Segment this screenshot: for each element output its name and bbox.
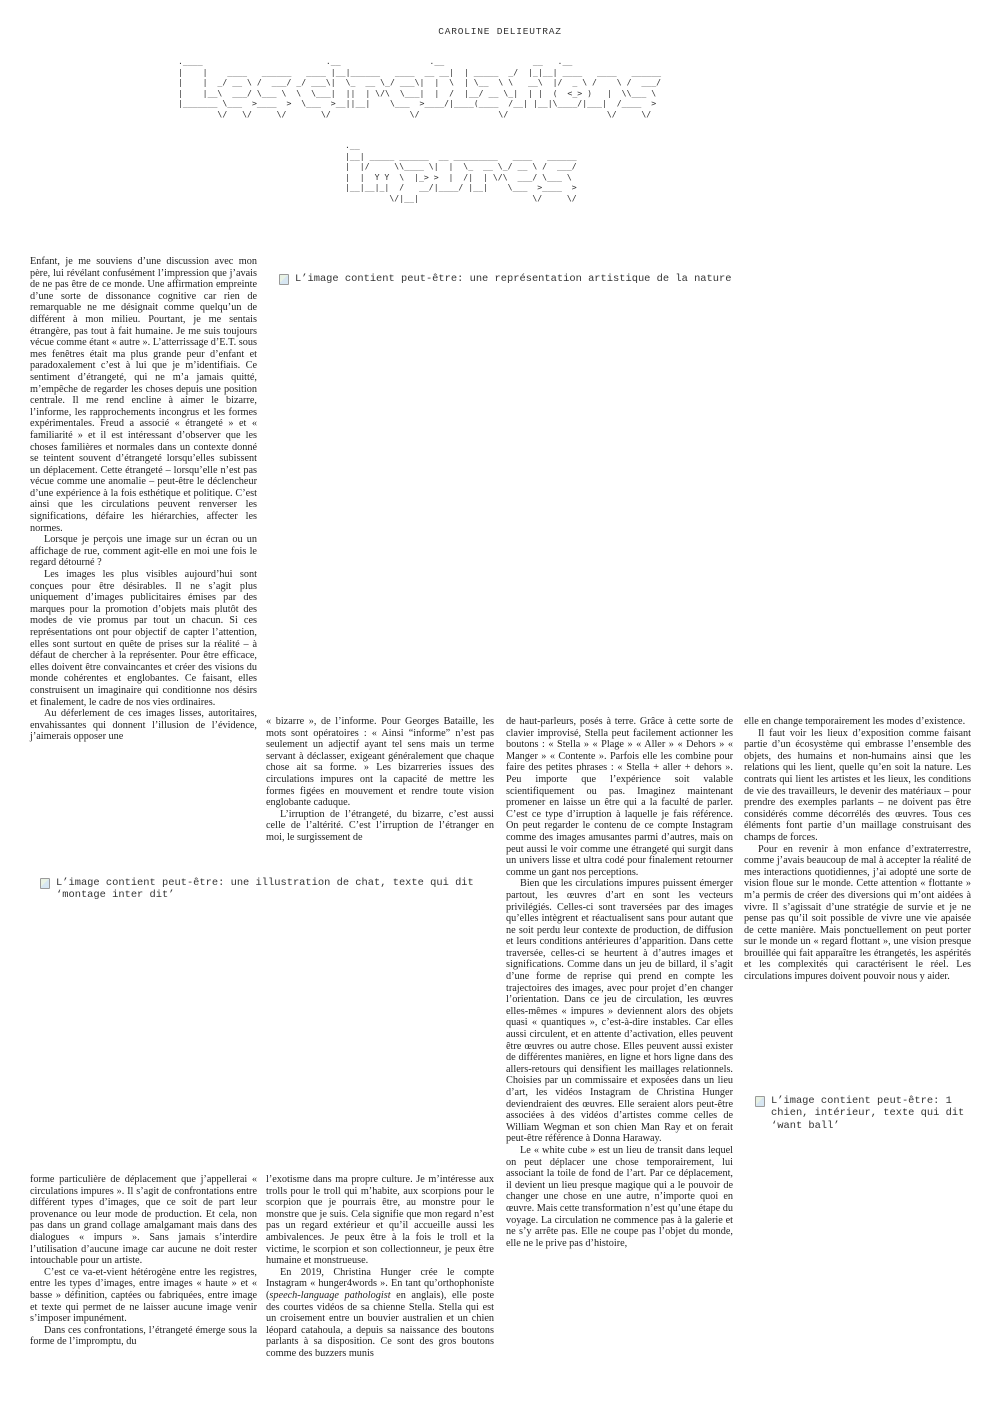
paragraph: « bizarre », de l’informe. Pour Georges Bataille, les mots sont opératoires : « Ainsi “informe” n’est pas seulement un adjectif ayant tel sens mais un terme servant à déclasser, exigeant généralement que chaque chose ait sa forme. » Les bizarreries issues des circulations impures ont la capacité de mettre les formes figées en mouvement et rendre toute vision englobante caduque. [266,716,494,809]
broken-image-icon [279,274,289,285]
paragraph: Dans ces confrontations, l’étrangeté émerge sous la forme de l’impromptu, du [30,1324,257,1348]
paragraph: Au déferlement de ces images lisses, autoritaires, envahissantes qui donnent l’illusion de l’évidence, j’aimerais opposer une [30,708,257,743]
paragraph: l’exotisme dans ma propre culture. Je m’intéresse aux trolls pour le troll qui m’habite, aux scorpions pour le scorpion que je pourrais être, au monstre pour le monstre que je suis. Cela signifie que mon regard n’est pas un regard extérieur et qu’il accueille aussi les ambivalences. Je peux être à la fois le troll et la victime, le scorpion et son collectionneur, je peux être humaine et monstrueuse. [266,1174,494,1267]
text-column-4 [744,716,971,983]
text-column-1 [30,256,257,743]
author-name: CAROLINE DELIEUTRAZ [438,26,562,37]
paragraph: forme particulière de déplacement que j’appellerai « circulations impures ». Il s’agit de confrontations entre différent types d’images, que ce soit de part leur provenance ou leur mode de production. Et cela, non pas dans un grand collage amalgamant mais dans des dialogues « impurs ». Sans jamais s’interdire l’utilisation d’aucune image car aucune ne doit rester intouchable pour un artiste. [30,1174,257,1267]
italic-term: speech-language pathologist [269,1289,391,1301]
paragraph [266,1267,494,1360]
paragraph: Le « white cube » est un lieu de transit dans lequel on peut déplacer une chose temporairement, lui associant la toile de fond de l’art. Par ce déplacement, il devient un lieu presque magique qui a le pouvoir de changer une chose en une autre, n’importe quoi en œuvre. Mais cette transformation n’est qu’une étape du voyage. La circulation ne commence pas à la galerie et ne s’y arrête pas. Elle ne coupe pas l’objet du monde, elle ne le prive pas d’histoire, [506,1144,733,1249]
text-column-2 [266,716,494,844]
text-column-5 [30,1174,257,1348]
paragraph: Bien que les circulations impures puissent émerger partout, les œuvres d’art en sont les vecteurs privilégiés. Celles-ci sont traversées par des images qu’elles intègrent et réactualisent sans pour autant que ne soit perdu leur contexte de production, de diffusion et leurs conditions antérieures d’apparition. Dans cette traversée, celles-ci se heurtent à d’autres images et significations. Comme dans un jeu de billard, il s’agit d’une forme de reprise qui prend en compte les trajectoires des images, avec pour projet d’en changer l’orientation. Dans ce jeu de circulation, les œuvres elles-mêmes « impures » deviennent alors des objets quasi « quantiques », c’est-à-dire instables. Car elles aussi circulent, et en attente d’activation, elles peuvent être œuvres ou autre chose. Elles peuvent aussi exister de différentes manières, en ligne et hors ligne dans des allers-retours qui densifient les maillages relationnels. Choisies par un commissaire et exposées dans un lieu d’art, les vidéos Instagram de Christina Hunger deviendraient des œuvres. Elle seraient alors peut-être associées à des vidéos d’artistes comme celles de William Wegman et son chien Man Ray et on ferait peut-être référence à Donna Haraway. [506,878,733,1145]
broken-image-icon [755,1096,765,1107]
paragraph: elle en change temporairement les modes d’existence. [744,716,966,727]
image-alt-text: L’image contient peut-être: une illustration de chat, texte qui dit ‘montage inter dit’ [56,877,474,902]
broken-image-icon [40,878,50,889]
text-segment: en anglais), elle poste des courtes vidéos de sa chienne Stella. Stella qui est un croisement entre un bouvier australien et un chien léopard catahoula, a depuis sa naissance des boutons parlants à sa disposition. Ce sont des gros boutons comme des buzzers munis [266,1289,494,1359]
paragraph: de haut-parleurs, posés à terre. Grâce à cette sorte de clavier improvisé, Stella peut facilement actionner les boutons : « Stella » « Plage » « Aller » « Dehors » « Manger » « Contente ». Parfois elle les combine pour faire des petites phrases : « Stella + aller + dehors ». Peu importe que l’expérience soit valable scientifiquement ou pas. Imaginez maintenant promener en laisse un être qui a la faculté de parler. C’est ce type d’irruption à laquelle je fais référence. On peut regarder le contenu de ce compte Instagram comme des images amusantes parmi d’autres, mais on peut aussi le voir comme une étrangeté qui surgit dans un univers lisse et ultra codé pour finalement retourner comme un gant nos perceptions. [506,716,733,878]
paragraph: Les images les plus visibles aujourd’hui sont conçues pour être désirables. Il ne s’agit plus uniquement d’images publicitaires émises par des marques pour la promotion d’objets mais plutôt des modes de vie promus par tout un chacun. Si ces représentations ont pour objectif de capter l’attention, elles sont surtout en quête de prises sur la réalité – à défaut de chercher à la représenter. Pour être efficace, elles doivent être convaincantes et créer des visions du monde cohérentes et englobantes. Ce faisant, elles construisent un imaginaire qui conditionne nos désirs et finalement, le cadre de nos vies ordinaires. [30,569,257,708]
title-ascii-art-line-2: .__ |__| _____ ______ __ _________ ____ ______ | |/ \\____ \| | \_ __ \_/ __ \ / ___/ | | Y Y \ |_> > | /| | \/\ ___/ \___ \ |__|__|_| / __/|____/ |__| \___ >____ > \/|__| \/ \/ [345,140,577,203]
text-column-3 [506,716,733,1249]
image-alt-text: L’image contient peut-être: une représentation artistique de la nature [295,273,732,285]
paragraph: Il faut voir les lieux d’exposition comme faisant partie d’un écosystème qui embrasse l’ensemble des objets, des humains et non-humains ainsi que les relations qui les lient, quelle qu’en soit la nature. Les contrats qui lient les artistes et les lieux, les conditions de vie des travailleurs, le devenir des matériaux – pour prendre des exemples parlants – ne doivent pas être considérés comme décorrélés des œuvres. Tous ces éléments font partie d’un maillage construisant des champs de forces. [744,727,971,843]
paragraph: Pour en revenir à mon enfance d’extraterrestre, comme j’avais beaucoup de mal à accepter la réalité de mes interactions quotidiennes, j’ai adopté une sorte de vision floue sur le monde. Cette attention « flottante » m’a permis de créer des diversions qui m’ont aidées à vivre. Il s’agissait d’une stratégie de survie et je ne pense pas qu’il soit possible de vivre une vie apaisée de cette manière. Mais ponctuellement on peut porter sur le monde un « regard flottant », une vision presque brouillée qui fait apparaître les étrangetés, les aspérités et les complexités qui caractérisent le réel. Les circulations impures doivent pouvoir nous y aider. [744,843,971,983]
text-column-6 [266,1174,494,1360]
title-ascii-art-line-1: .____ .__ .__ __ .__ | | ____ ______ ____ |__|______ ____ __ __| | _____ _/ |_|__| ____ ____ ______ | | _/ __ \ / ___/ _/ ___\| \_ __ \_/ ___\| | \ | \__ \ \ __\ |/ _ \ / \ / ___/ | |__\ ___/ \___ \ \ \___| || | \/\ \___| | / |__/ __ \_| | | ( <_> ) | \\___ \ |_______ \___ >____ > \___ >__||__| \___ >____/|____(____ /__| |__|\____/|___| /____ > \/ \/ \/ \/ \/ \/ \/ \/ [178,56,662,119]
text-segment: En 2019, Christina Hunger crée le compte Instagram « hunger4words ». En tant qu’orthophoniste ( [266,1266,494,1301]
paragraph: L’irruption de l’étrangeté, du bizarre, c’est aussi celle de l’altérité. C’est l’irruption de l’étranger en moi, le surgissement de [266,808,494,843]
image-placeholder-nature [279,273,759,285]
image-placeholder-cat [40,877,490,902]
image-placeholder-dog [755,1095,970,1132]
image-alt-text: L’image contient peut-être: 1 chien, intérieur, texte qui dit ‘want ball’ [771,1095,965,1132]
paragraph: Enfant, je me souviens d’une discussion avec mon père, lui révélant confusément l’impression que j’avais de ne pas être de ce monde. Une affirmation empreinte d’une sorte de dissonance cognitive car rien de remarquable ne me désignait comme quelqu’un de différent à mon milieu. Pourtant, je me sentais étrangère, pas tout à fait humaine. Je me suis toujours vécue comme étant « autre ». L’atterrissage d’E.T. sous mes fenêtres était ma plus grande peur d’enfant et paradoxalement c’est à lui que je m’identifiais. Ce sentiment d’étrangeté, qui ne m’a jamais quitté, m’empêche de regarder les choses depuis une position centrale. Il me rend encline à aimer le bizarre, l’informe, les rapprochements incongrus et les formes expérimentales. Freud a associé « étrangeté » et « familiarité » et il est intéressant d’observer que les choses familières et normales dans un contexte donné se teintent souvent d’étrangeté lorsqu’elles subissent un déplacement. Cette étrangeté – lorsqu’elle n’est pas vécue comme une anomalie – peut-être le déclencheur d’une expérience à la fois esthétique et politique. C’est ainsi que les circulations peuvent renverser les significations, défaire les hiérarchies, affecter les normes. [30,256,257,534]
paragraph: C’est ce va-et-vient hétérogène entre les registres, entre les types d’images, entre images « haute » et « basse » définition, captées ou fabriquées, entre image et texte qui permet de ne laisser aucune image venir s’imposer impunément. [30,1266,257,1325]
paragraph: Lorsque je perçois une image sur un écran ou un affichage de rue, comment agit-elle en moi une fois le regard détourné ? [30,534,257,569]
